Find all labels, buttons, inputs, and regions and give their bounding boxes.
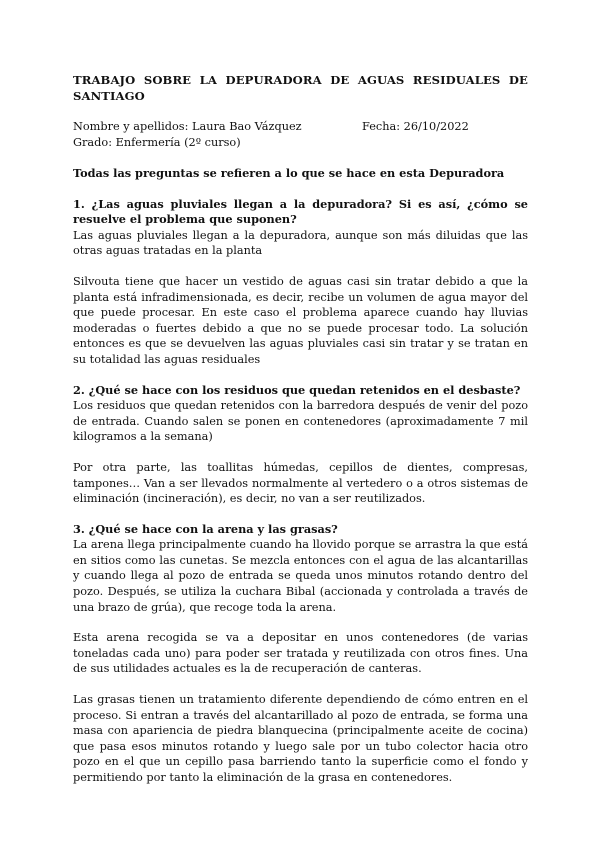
document-body	[73, 72, 528, 786]
answer-3-paragraph-1: La arena llega principalmente cuando ha llovido porque se arrastra la que está en sitios como las cunetas. Se mezcla entonces con el agua de las alcantarillas y cuando llega al pozo de entrada se queda unos minutos rotando dentro del pozo. Después, se utiliza la cuchara Bibal (accionada y controlada a través de una brazo de grúa), que recoge toda la arena.	[73, 538, 528, 614]
grade-label: Grado: Enfermería (2º curso)	[73, 136, 241, 149]
student-info	[73, 119, 528, 151]
answer-2-paragraph-2: Por otra parte, las toallitas húmedas, cepillos de dientes, compresas, tampones… Van a ser llevados normalmente al vertedero o a otros sistemas de eliminación (incineración), es decir, no van a ser reutilizados.	[73, 460, 528, 506]
author-date-row	[73, 119, 528, 135]
answer-1-paragraph-1: Las aguas pluviales llegan a la depuradora, aunque son más diluidas que las otras aguas tratadas en la planta	[73, 228, 528, 258]
question-1: 1. ¿Las aguas pluviales llegan a la depuradora? Si es así, ¿cómo se resuelve el problema que suponen?	[73, 196, 528, 227]
answer-3-paragraph-3: Las grasas tienen un tratamiento diferente dependiendo de cómo entren en el proceso. Si entran a través del alcantarillado al pozo de entrada, se forma una masa con apariencia de piedra blanquecina (principalmente aceite de cocina) que pasa esos minutos rotando y luego sale por un tubo colector hacia otro pozo en el que un cepillo pasa barriendo tanto la superficie como el fondo y permitiendo por tanto la eliminación de la grasa en contenedores.	[73, 693, 528, 784]
intro-line: Todas las preguntas se refieren a lo que se hace en esta Depuradora	[73, 166, 505, 180]
date-label: Fecha: 26/10/2022	[362, 120, 469, 133]
answer-2-paragraph-1: Los residuos que quedan retenidos con la barredora después de venir del pozo de entrada. Cuando salen se ponen en contenedores (aproximadamente 7 mil kilogramos a la semana)	[73, 399, 528, 444]
question-2: 2. ¿Qué se hace con los residuos que quedan retenidos en el desbaste?	[73, 382, 521, 397]
answer-3-paragraph-2: Esta arena recogida se va a depositar en unos contenedores (de varias toneladas cada uno) para poder ser tratada y reutilizada con otros fines. Una de sus utilidades actuales es la de recuperación de canteras.	[73, 631, 528, 676]
answer-1-paragraph-2: Silvouta tiene que hacer un vestido de aguas casi sin tratar debido a que la planta está infradimensionada, es decir, recibe un volumen de agua mayor del que puede procesar. En este caso el problema aparece cuando hay lluvias moderadas o fuertes debido a que no se puede procesar todo. La solución entonces es que se devuelven las aguas pluviales casi sin tratar y se tratan en su totalidad las aguas residuales	[73, 274, 528, 366]
grade-row	[73, 135, 528, 151]
question-3: 3. ¿Qué se hace con la arena y las grasas?	[73, 521, 338, 536]
document-title: TRABAJO SOBRE LA DEPURADORA DE AGUAS RESIDUALES DE SANTIAGO	[73, 73, 528, 103]
author-label: Nombre y apellidos: Laura Bao Vázquez	[73, 120, 302, 133]
